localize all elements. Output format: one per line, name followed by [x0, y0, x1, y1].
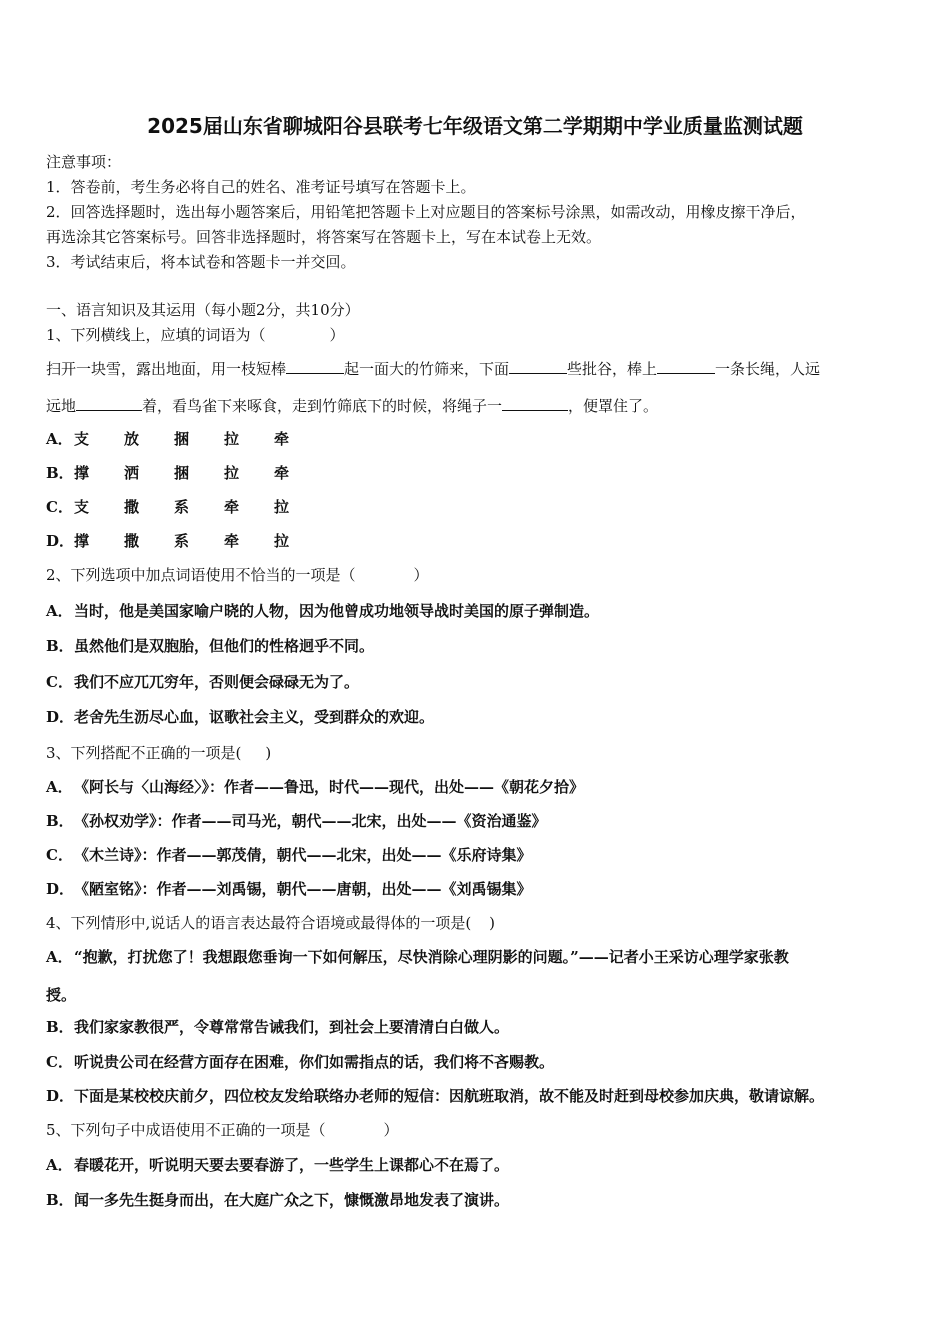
- option-label: D．: [46, 708, 75, 726]
- question-stem-text: 3、下列搭配不正确的一项是(: [46, 744, 242, 762]
- question-stem-close: ）: [329, 326, 345, 344]
- option-label: B．: [46, 464, 74, 482]
- passage-text: 远地: [46, 397, 77, 415]
- option-label: A．: [46, 430, 73, 448]
- answer-blank[interactable]: [286, 359, 344, 374]
- option-label: D．: [46, 1087, 75, 1105]
- option-label: A．: [46, 602, 73, 620]
- option-text: 我们不应兀兀穷年，否则便会碌碌无为了。: [74, 673, 360, 691]
- option-row[interactable]: [46, 463, 324, 483]
- option-word: 拉: [274, 532, 290, 550]
- option-word: 支: [74, 430, 90, 448]
- option-word: 支: [74, 498, 90, 516]
- option-text: 《孙权劝学》：作者——司马光，朝代——北宋，出处——《资治通鉴》: [74, 812, 547, 830]
- option-row[interactable]: [46, 777, 584, 797]
- option-row[interactable]: [46, 1086, 824, 1106]
- option-text: 我们家家教很严，令尊常常告诫我们，到社会上要清清白白做人。: [74, 1018, 510, 1036]
- option-text: 老舍先生沥尽心血，讴歌社会主义，受到群众的欢迎。: [74, 708, 435, 726]
- question-1-passage-line2: [46, 396, 658, 416]
- question-stem-text: 2、下列选项中加点词语使用不恰当的一项是（: [46, 566, 356, 584]
- option-word: 牵: [224, 498, 240, 516]
- page-title: 2025届山东省聊城阳谷县联考七年级语文第二学期期中学业质量监测试题: [147, 114, 803, 138]
- option-word: 牵: [274, 430, 290, 448]
- passage-text: 着，看鸟雀下来啄食，走到竹筛底下的时候，将绳子一: [142, 397, 503, 415]
- option-row[interactable]: [46, 947, 789, 967]
- option-row[interactable]: [46, 1017, 509, 1037]
- answer-blank[interactable]: [502, 396, 568, 411]
- option-row[interactable]: [46, 811, 547, 831]
- passage-text: 一条长绳，人远: [715, 360, 821, 378]
- notice-item: 3．考试结束后，将本试卷和答题卡一并交回。: [46, 253, 356, 271]
- option-text: 闻一多先生挺身而出，在大庭广众之下，慷慨激昂地发表了演讲。: [74, 1191, 510, 1209]
- option-text: 授。: [46, 986, 77, 1004]
- answer-blank[interactable]: [657, 359, 715, 374]
- option-label: A．: [46, 1156, 73, 1174]
- option-word: 拉: [224, 464, 240, 482]
- notice-heading: 注意事项：: [46, 153, 122, 171]
- option-row[interactable]: [46, 672, 359, 692]
- answer-blank[interactable]: [76, 396, 142, 411]
- option-label: B．: [46, 637, 74, 655]
- option-row[interactable]: [46, 1155, 509, 1175]
- option-row[interactable]: [46, 531, 324, 551]
- section-heading: 一、语言知识及其运用（每小题2分，共10分）: [46, 301, 360, 319]
- notice-item: 1．答卷前，考生务必将自己的姓名、准考证号填写在答题卡上。: [46, 178, 476, 196]
- option-text: 《木兰诗》：作者——郭茂倩，朝代——北宋，出处——《乐府诗集》: [74, 846, 532, 864]
- option-row[interactable]: [46, 879, 532, 899]
- question-stem-close: ): [265, 744, 272, 762]
- option-row[interactable]: [46, 636, 374, 656]
- option-word: 系: [174, 532, 190, 550]
- question-stem-text: 5、下列句子中成语使用不正确的一项是（: [46, 1121, 326, 1139]
- question-stem-close: ）: [413, 566, 429, 584]
- option-word: 牵: [274, 464, 290, 482]
- option-label: B．: [46, 1018, 74, 1036]
- passage-text: 起一面大的竹筛来，下面: [344, 360, 510, 378]
- option-row[interactable]: [46, 601, 599, 621]
- question-stem-text: 4、下列情形中,说话人的语言表达最符合语境或最得体的一项是(: [46, 914, 472, 932]
- notice-item: 再选涂其它答案标号。回答非选择题时，将答案写在答题卡上，写在本试卷上无效。: [46, 228, 602, 246]
- option-word: 系: [174, 498, 190, 516]
- option-label: B．: [46, 812, 74, 830]
- option-label: B．: [46, 1191, 74, 1209]
- question-4-stem: [46, 913, 495, 933]
- option-word: 捆: [174, 464, 190, 482]
- option-label: C．: [46, 846, 73, 864]
- option-word: 撑: [74, 532, 90, 550]
- notice-item: 2．回答选择题时，选出每小题答案后，用铅笔把答题卡上对应题目的答案标号涂黑，如需改动，用橡皮擦干净后，: [46, 203, 806, 221]
- question-stem-text: 1、下列横线上，应填的词语为（: [46, 326, 266, 344]
- option-word: 撒: [124, 532, 140, 550]
- option-row-continuation: [46, 985, 76, 1005]
- question-1-stem: [46, 325, 345, 345]
- question-3-stem: [46, 743, 271, 763]
- option-label: D．: [46, 880, 75, 898]
- option-text: 虽然他们是双胞胎，但他们的性格迥乎不同。: [74, 637, 375, 655]
- option-label: A．: [46, 948, 73, 966]
- option-text: 春暖花开，听说明天要去要春游了，一些学生上课都心不在焉了。: [74, 1156, 510, 1174]
- option-word: 捆: [174, 430, 190, 448]
- option-label: C．: [46, 673, 73, 691]
- question-5-stem: [46, 1120, 399, 1140]
- passage-text: ，便罩住了。: [568, 397, 659, 415]
- passage-text: 扫开一块雪，露出地面，用一枝短棒: [46, 360, 287, 378]
- option-text: 下面是某校校庆前夕，四位校友发给联络办老师的短信：因航班取消，故不能及时赶到母校参加庆典，敬请谅解。: [74, 1087, 825, 1105]
- answer-blank[interactable]: [509, 359, 567, 374]
- option-word: 拉: [224, 430, 240, 448]
- option-text: “抱歉，打扰您了！我想跟您垂询一下如何解压，尽快消除心理阴影的问题。”——记者小王采访心理学家张教: [74, 948, 789, 966]
- question-1-passage-line1: [46, 359, 820, 379]
- option-label: C．: [46, 498, 73, 516]
- option-word: 洒: [124, 464, 140, 482]
- option-row[interactable]: [46, 497, 324, 517]
- option-word: 撑: [74, 464, 90, 482]
- question-stem-close: ): [489, 914, 496, 932]
- option-row[interactable]: [46, 429, 324, 449]
- option-label: A．: [46, 778, 73, 796]
- option-word: 放: [124, 430, 140, 448]
- option-row[interactable]: [46, 1190, 509, 1210]
- option-row[interactable]: [46, 1052, 554, 1072]
- question-2-stem: [46, 565, 429, 585]
- option-row[interactable]: [46, 845, 532, 865]
- option-word: 拉: [274, 498, 290, 516]
- option-label: C．: [46, 1053, 73, 1071]
- option-text: 《阿长与〈山海经〉》：作者——鲁迅，时代——现代，出处——《朝花夕拾》: [74, 778, 585, 796]
- option-text: 听说贵公司在经营方面存在困难，你们如需指点的话，我们将不吝赐教。: [74, 1053, 555, 1071]
- option-text: 当时，他是美国家喻户晓的人物，因为他曾成功地领导战时美国的原子弹制造。: [74, 602, 600, 620]
- question-stem-close: ）: [383, 1121, 399, 1139]
- option-text: 《陋室铭》：作者——刘禹锡，朝代——唐朝，出处——《刘禹锡集》: [74, 880, 532, 898]
- option-row[interactable]: [46, 707, 434, 727]
- option-label: D．: [46, 532, 75, 550]
- option-word: 牵: [224, 532, 240, 550]
- option-word: 撒: [124, 498, 140, 516]
- passage-text: 些批谷，棒上: [567, 360, 658, 378]
